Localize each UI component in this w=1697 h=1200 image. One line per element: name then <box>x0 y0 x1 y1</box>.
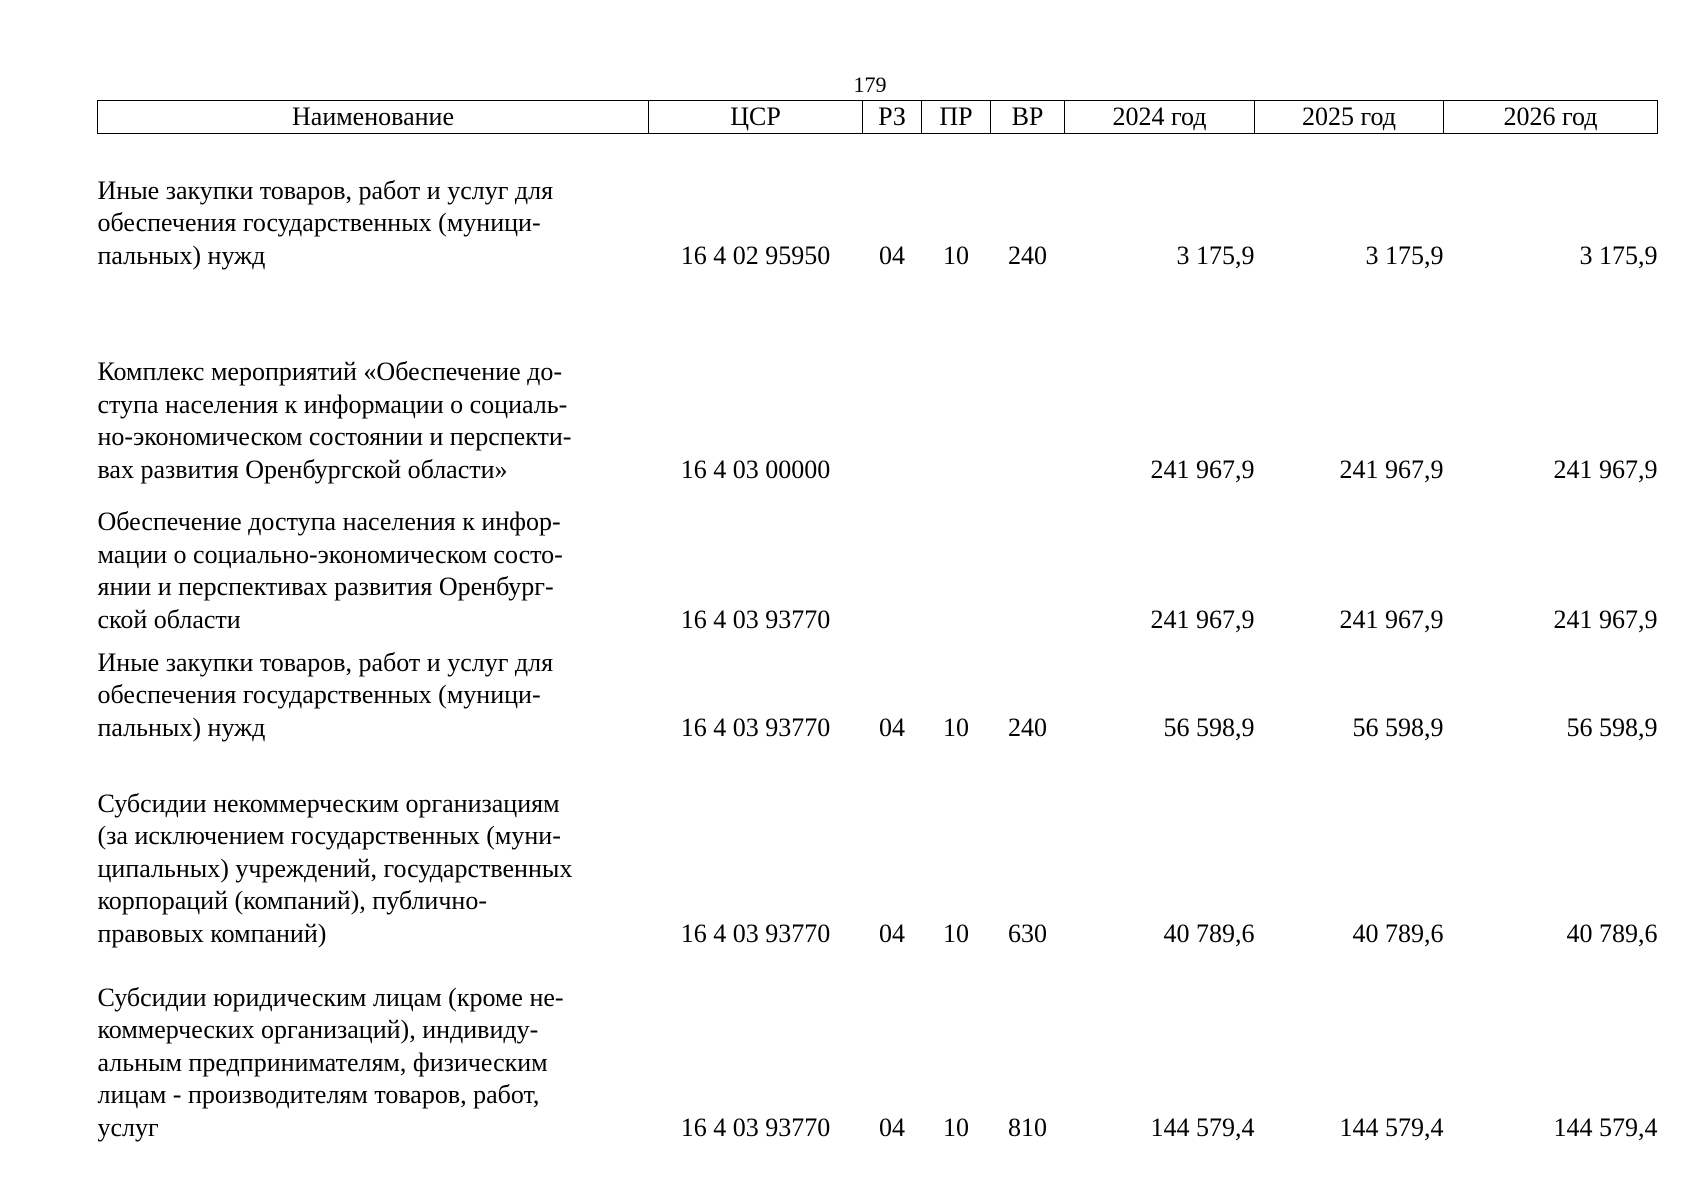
row-pr <box>922 272 991 486</box>
row-2026: 241 967,9 <box>1553 604 1658 634</box>
table-row <box>98 636 1658 744</box>
header-vr: ВР <box>991 101 1065 134</box>
row-vr <box>991 486 1065 636</box>
header-pr: ПР <box>922 101 991 134</box>
row-2024: 3 175,9 <box>1176 240 1255 270</box>
header-2026: 2026 год <box>1444 101 1658 134</box>
row-csr: 16 4 03 93770 <box>680 712 831 742</box>
row-2025: 241 967,9 <box>1339 454 1444 484</box>
name-line: корпораций (компаний), публично- <box>97 886 487 915</box>
row-csr: 16 4 03 93770 <box>680 604 831 634</box>
row-name <box>98 950 649 1144</box>
row-2026: 241 967,9 <box>1553 454 1658 484</box>
name-line: Субсидии юридическим лицам (кроме не- <box>97 982 564 1012</box>
page-number: 179 <box>853 72 887 97</box>
row-2024: 241 967,9 <box>1150 604 1255 634</box>
name-line: но-экономическом состоянии и перспекти- <box>97 422 572 451</box>
name-line: пальных) нужд <box>97 712 266 742</box>
name-line: вах развития Оренбургской области» <box>97 454 508 484</box>
name-line: услуг <box>97 1112 159 1142</box>
name-line: ступа населения к информации о социаль- <box>97 389 568 419</box>
row-rz: 04 <box>879 918 905 948</box>
row-2024: 241 967,9 <box>1150 454 1255 484</box>
row-csr: 16 4 03 93770 <box>680 1112 831 1142</box>
row-2025: 3 175,9 <box>1365 240 1444 270</box>
name-line: Обеспечение доступа населения к инфор- <box>97 507 561 536</box>
budget-table <box>97 100 1658 1144</box>
row-vr: 630 <box>1008 918 1047 948</box>
row-name <box>98 636 649 744</box>
name-line: правовых компаний) <box>97 918 327 948</box>
row-pr: 10 <box>943 712 969 742</box>
row-rz <box>863 486 922 636</box>
row-csr: 16 4 03 93770 <box>680 918 831 948</box>
name-line: обеспечения государственных (муници- <box>97 680 541 709</box>
header-2025: 2025 год <box>1255 101 1444 134</box>
row-pr: 10 <box>943 240 969 270</box>
row-rz <box>863 272 922 486</box>
name-line: янии и перспективах развития Оренбург- <box>97 572 554 601</box>
row-vr: 810 <box>1008 1112 1047 1142</box>
row-vr: 240 <box>1008 712 1047 742</box>
table-row <box>98 950 1658 1144</box>
row-rz: 04 <box>879 240 905 270</box>
row-pr: 10 <box>943 918 969 948</box>
name-line: альным предпринимателям, физическим <box>97 1047 548 1077</box>
name-line: Иные закупки товаров, работ и услуг для <box>97 647 554 677</box>
row-csr: 16 4 02 95950 <box>680 240 831 270</box>
name-line: Субсидии некоммерческим организациям <box>97 788 560 818</box>
row-name <box>98 744 649 950</box>
name-line: ской области <box>97 604 241 634</box>
row-2024: 56 598,9 <box>1163 712 1255 742</box>
row-csr: 16 4 03 00000 <box>680 454 831 484</box>
row-name <box>98 272 649 486</box>
header-rz: РЗ <box>863 101 922 134</box>
name-line: (за исключением государственных (муни- <box>97 821 561 850</box>
row-name <box>98 486 649 636</box>
name-line: мации о социально-экономическом состо- <box>97 539 563 569</box>
row-2026: 40 789,6 <box>1566 918 1658 948</box>
row-2024: 144 579,4 <box>1150 1112 1255 1142</box>
row-2026: 3 175,9 <box>1579 240 1658 270</box>
row-pr <box>922 486 991 636</box>
row-2025: 241 967,9 <box>1339 604 1444 634</box>
row-2025: 56 598,9 <box>1352 712 1444 742</box>
table-row <box>98 272 1658 486</box>
row-pr: 10 <box>943 1112 969 1142</box>
table-header-row <box>98 101 1658 134</box>
row-2025: 40 789,6 <box>1352 918 1444 948</box>
row-2026: 56 598,9 <box>1566 712 1658 742</box>
name-line: лицам - производителям товаров, работ, <box>97 1080 540 1109</box>
row-name <box>98 134 649 273</box>
row-2026: 144 579,4 <box>1553 1112 1658 1142</box>
row-vr: 240 <box>1008 240 1047 270</box>
table-row <box>98 134 1658 273</box>
row-2025: 144 579,4 <box>1339 1112 1444 1142</box>
name-line: обеспечения государственных (муници- <box>97 208 541 237</box>
header-name: Наименование <box>98 101 649 134</box>
name-line: коммерческих организаций), индивиду- <box>97 1015 539 1044</box>
name-line: Комплекс мероприятий «Обеспечение до- <box>97 357 562 386</box>
row-rz: 04 <box>879 712 905 742</box>
row-vr <box>991 272 1065 486</box>
header-2024: 2024 год <box>1065 101 1255 134</box>
name-line: ципальных) учреждений, государственных <box>97 853 573 883</box>
name-line: пальных) нужд <box>97 240 266 270</box>
header-csr: ЦСР <box>649 101 863 134</box>
table-row <box>98 486 1658 636</box>
row-rz: 04 <box>879 1112 905 1142</box>
name-line: Иные закупки товаров, работ и услуг для <box>97 175 554 205</box>
row-2024: 40 789,6 <box>1163 918 1255 948</box>
table-row <box>98 744 1658 950</box>
